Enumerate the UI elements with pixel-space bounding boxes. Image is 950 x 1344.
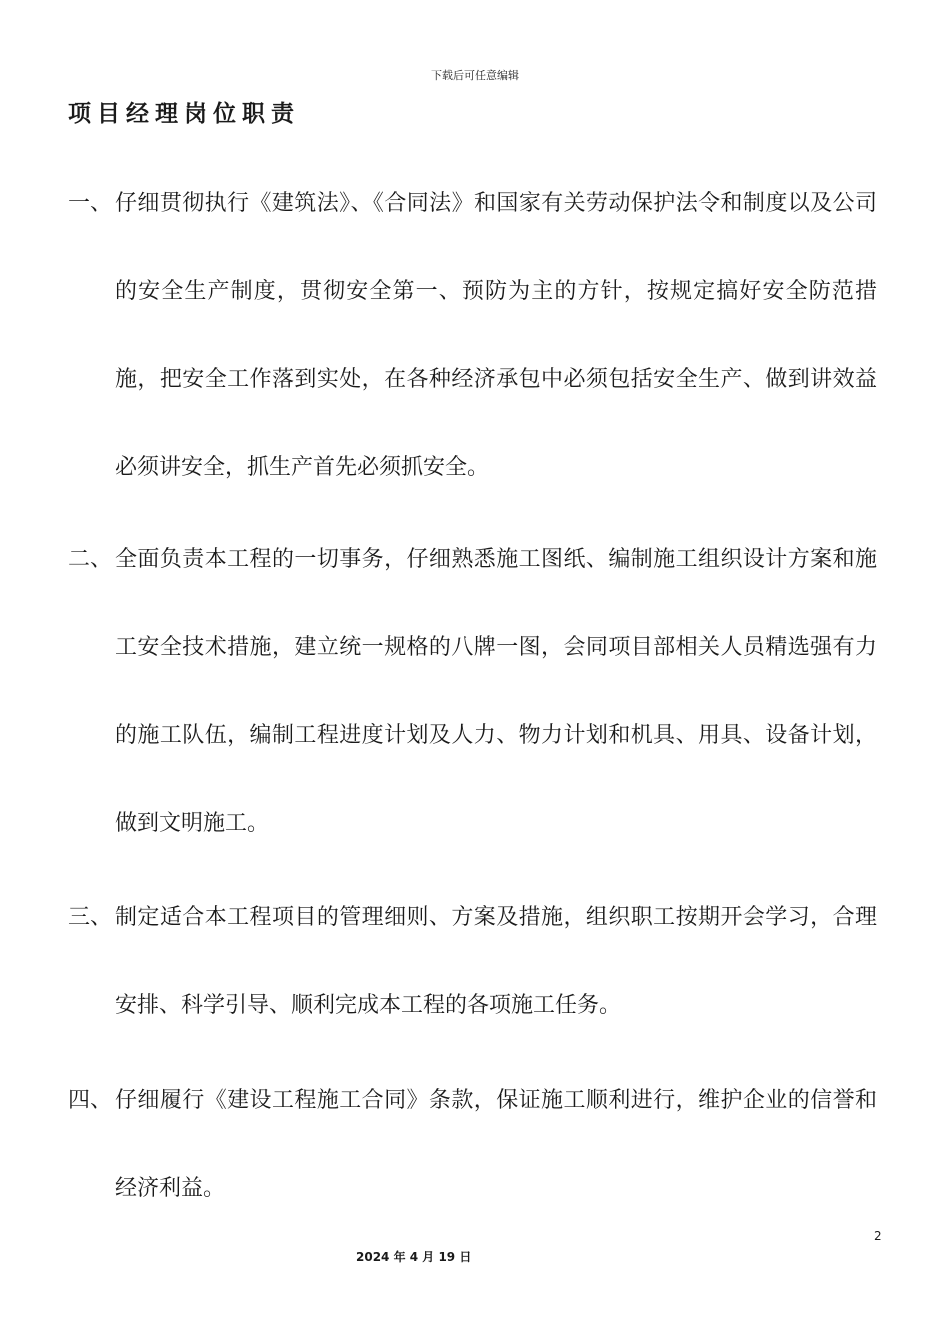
section-text: 制定适合本工程项目的管理细则、方案及措施，组织职工按期开会学习，合理安排、科学引导、顺利完成本工程的各项施工任务。 (115, 905, 877, 1018)
footer-date: 2024 年 4 月 19 日 (356, 1250, 472, 1264)
section-text: 仔细贯彻执行《建筑法》、《合同法》和国家有关劳动保护法令和制度以及公司的安全生产制度，贯彻安全第一、预防为主的方针，按规定搞好安全防范措施，把安全工作落到实处，在各种经济承包中必须包括安全生产、做到讲效益必须讲安全，抓生产首先必须抓安全。 (115, 191, 877, 480)
section-number: 三、 (68, 905, 113, 930)
section-3 (68, 874, 880, 1050)
section-text: 仔细履行《建设工程施工合同》条款，保证施工顺利进行，维护企业的信誉和经济利益。 (115, 1088, 877, 1201)
section-2 (68, 516, 880, 868)
document-title: 项目经理岗位职责 (68, 101, 300, 127)
section-1 (68, 160, 880, 512)
section-number: 四、 (68, 1088, 113, 1113)
section-number: 二、 (68, 547, 113, 572)
section-text: 全面负责本工程的一切事务，仔细熟悉施工图纸、编制施工组织设计方案和施工安全技术措施，建立统一规格的八牌一图，会同项目部相关人员精选强有力的施工队伍，编制工程进度计划及人力、物力计划和机具、用具、设备计划，做到文明施工。 (115, 547, 877, 836)
section-number: 一、 (68, 191, 113, 216)
header-note: 下载后可任意编辑 (431, 69, 519, 82)
page-number: 2 (874, 1229, 882, 1243)
section-4 (68, 1057, 880, 1233)
